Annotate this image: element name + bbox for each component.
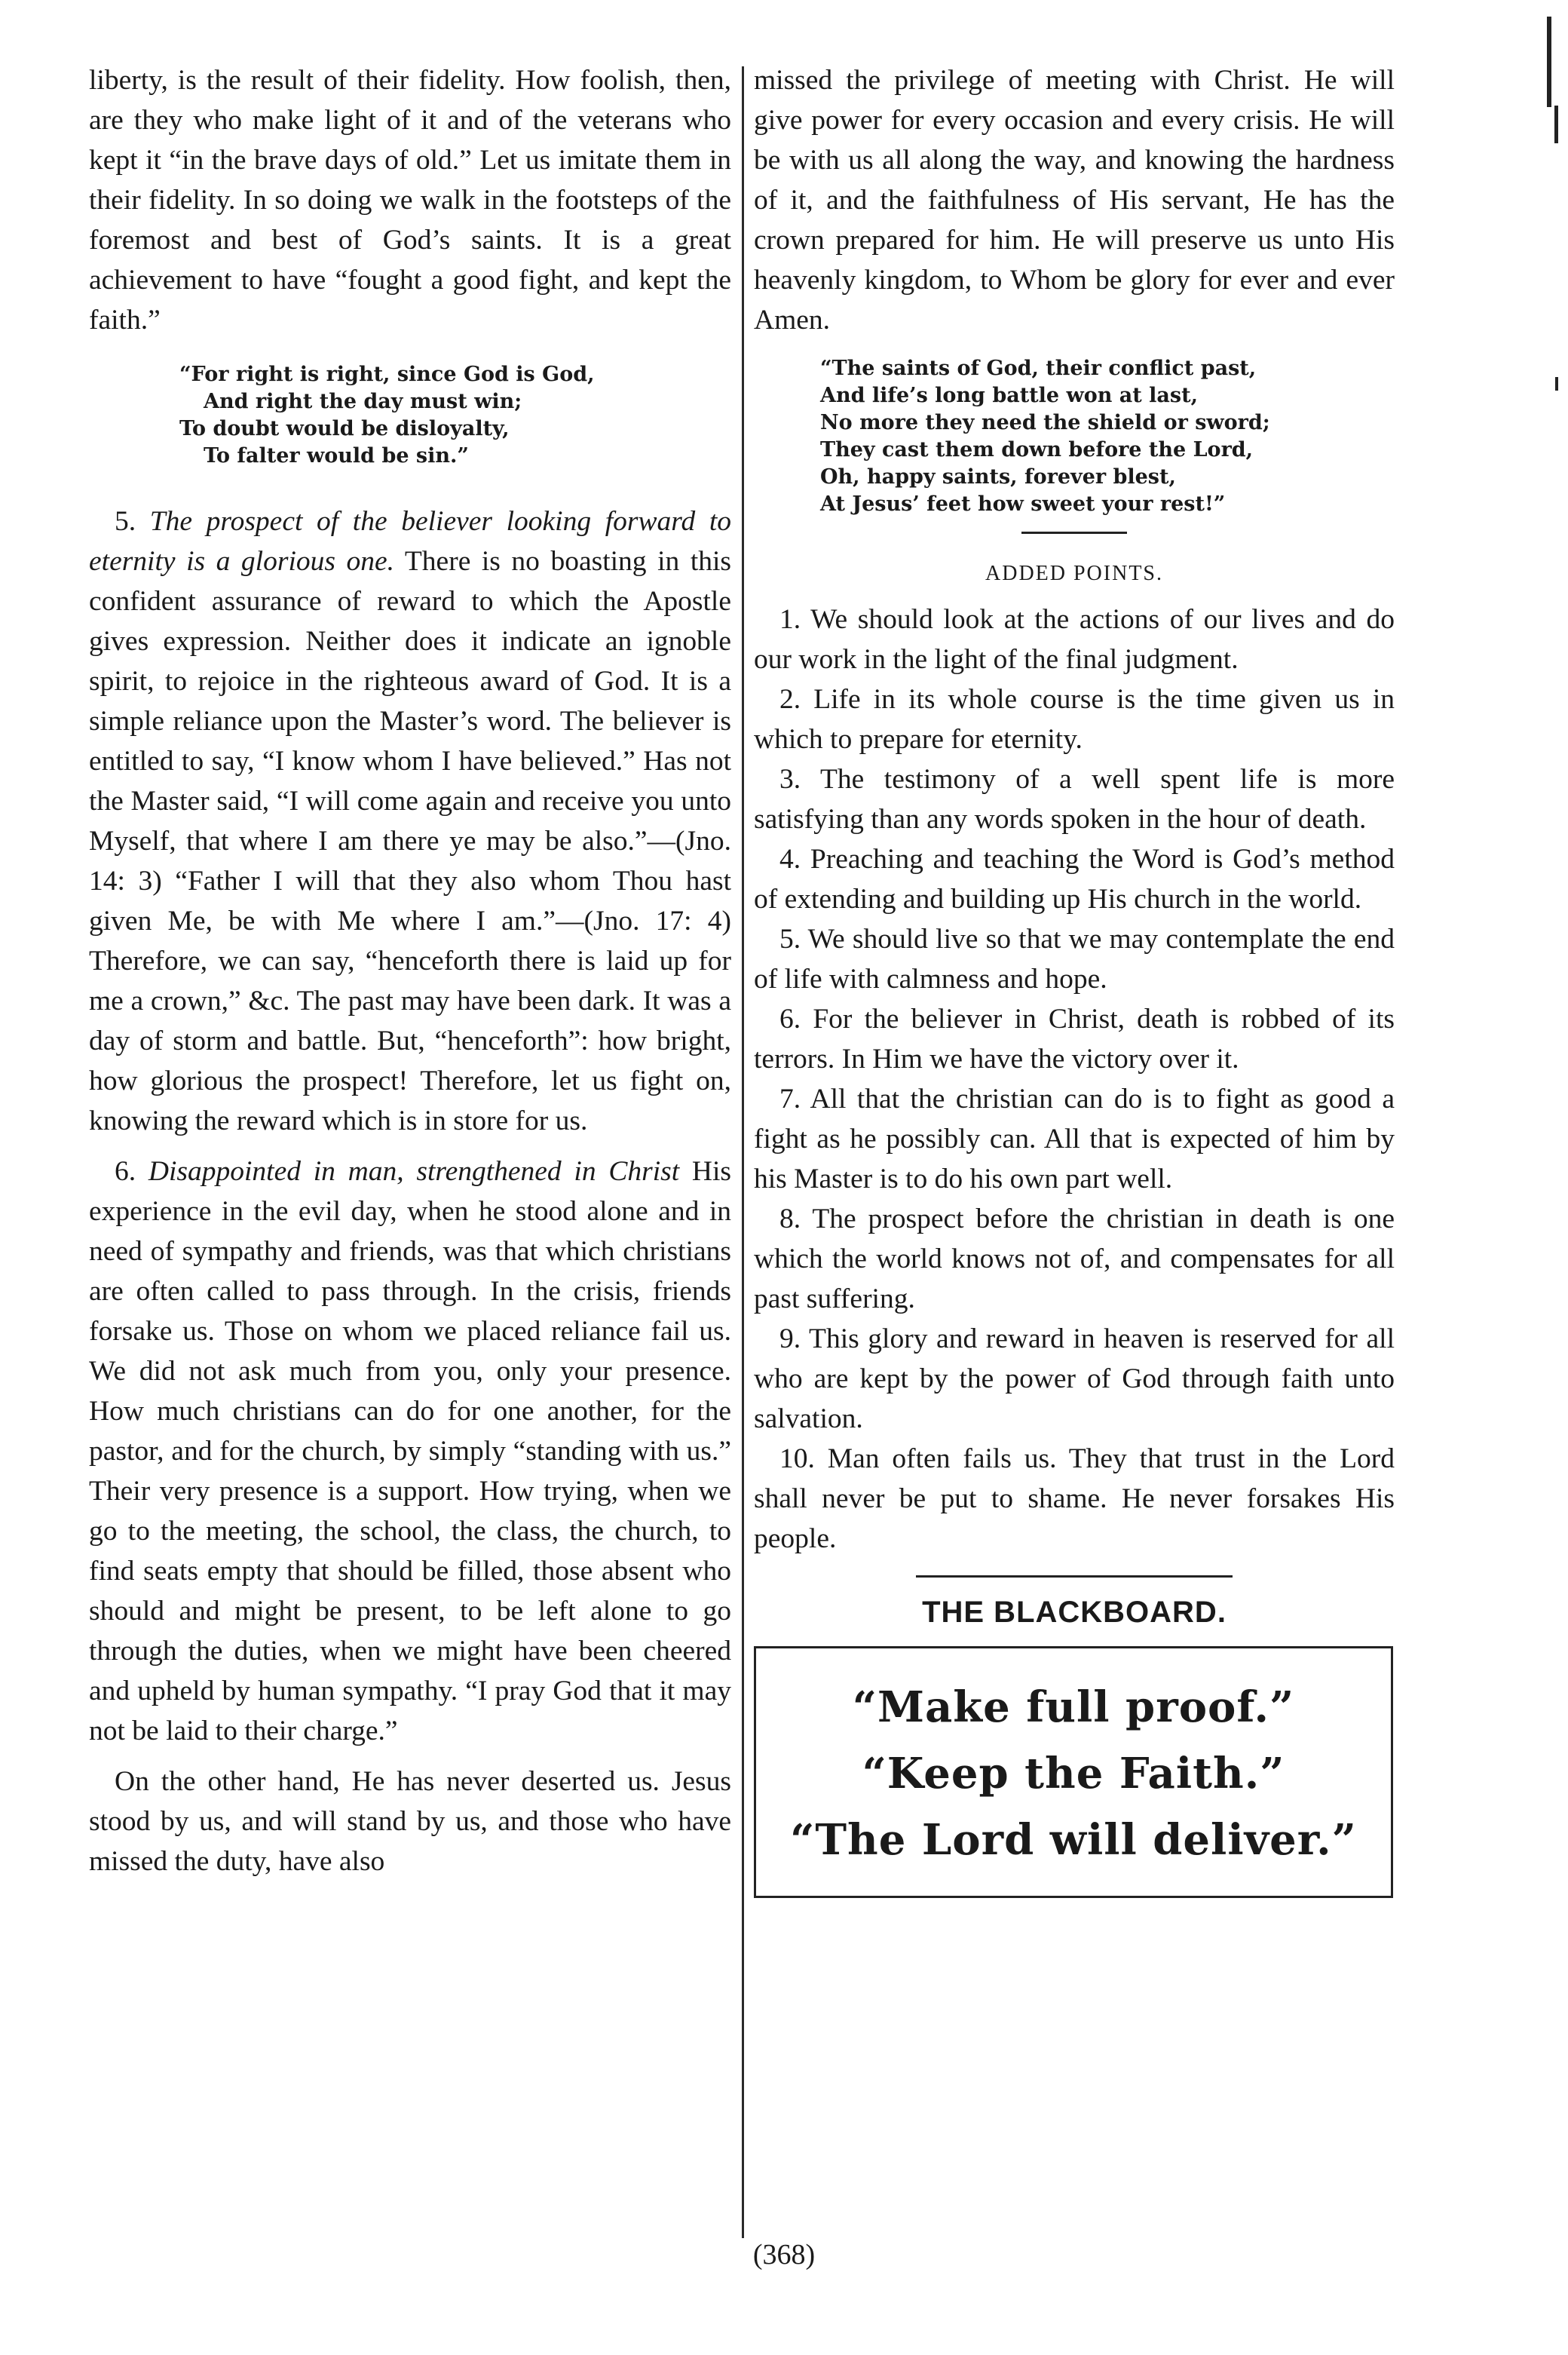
poem-line: “For right is right, since God is God, xyxy=(179,363,595,386)
blackboard-box xyxy=(754,1646,1393,1898)
right-poem xyxy=(754,355,1395,518)
poem-line: “The saints of God, their conflict past, xyxy=(820,357,1257,380)
added-point: 6. For the believer in Christ, death is robbed of its terrors. In Him we have the victory over it. xyxy=(754,1004,1395,1075)
section-5-number: 5. xyxy=(115,506,136,537)
right-column xyxy=(754,60,1395,1898)
added-point: 10. Man often fails us. They that trust in the Lord shall never be put to shame. He never forsakes His people. xyxy=(754,1443,1395,1554)
poem-line: No more they need the shield or sword; xyxy=(820,411,1270,434)
left-column xyxy=(89,60,731,1881)
added-point: 5. We should live so that we may contemplate the end of life with calmness and hope. xyxy=(754,924,1395,995)
scan-mark xyxy=(1547,17,1551,107)
added-point: 4. Preaching and teaching the Word is God’s method of extending and building up His church in the world. xyxy=(754,844,1395,915)
poem-line: To falter would be sin.” xyxy=(204,444,469,468)
right-paragraph-1: missed the privilege of meeting with Christ. He will give power for every occasion and every crisis. He will be with us all along the way, and knowing the hardness of it, and the faithfulness of His servant, He has the crown prepared for him. He will preserve us unto His heavenly kingdom, to Whom be glory for ever and ever Amen. xyxy=(754,65,1395,336)
added-points-heading: ADDED POINTS. xyxy=(985,562,1163,585)
section-divider xyxy=(1021,532,1127,534)
poem-line: At Jesus’ feet how sweet your rest!” xyxy=(820,492,1226,516)
column-divider xyxy=(742,66,744,2238)
left-paragraph-last: On the other hand, He has never deserted us. Jesus stood by us, and will stand by us, and those who have missed the duty, have also xyxy=(89,1766,731,1877)
scan-mark xyxy=(1555,377,1558,391)
left-paragraph-1: liberty, is the result of their fidelity. How foolish, then, are they who make light of it and of the veterans who kept it “in the brave days of old.” Let us imitate them in their fidelity. In so doing we walk in the footsteps of the foremost and best of God’s saints. It is a great achievement to have “fought a good fight, and kept the faith.” xyxy=(89,65,731,336)
blackboard-heading: THE BLACKBOARD. xyxy=(922,1596,1227,1629)
section-6-paragraph xyxy=(89,1151,731,1751)
section-6-body: His experience in the evil day, when he stood alone and in need of sympathy and friends, was that which christians are often called to pass through. In the crisis, friends forsake us. Those on whom we placed reliance fail us. We did not ask much from you, only your presence. How much christians can do for one another, for the pastor, and for the church, by simply “standing with us.” Their very presence is a support. How trying, when we go to the meeting, the school, the class, the church, to find seats empty that should be filled, those absent who should and might be present, to be left alone to go through the duties, when we might have been cheered and upheld by human sympathy. “I pray God that it may not be laid to their charge.” xyxy=(89,1156,732,1746)
left-poem xyxy=(89,361,731,470)
added-point: 8. The prospect before the christian in death is one which the world knows not of, and compensates for all past suffering. xyxy=(754,1204,1395,1314)
blackboard-line: “The Lord will deliver.” xyxy=(790,1815,1357,1865)
added-point: 7. All that the christian can do is to fight as good a fight as he possibly can. All that is expected of him by his Master is to do his own part well. xyxy=(754,1084,1395,1194)
section-6-number: 6. xyxy=(115,1156,136,1187)
page-number: (368) xyxy=(752,2239,816,2271)
poem-line: And life’s long battle won at last, xyxy=(820,384,1198,407)
blackboard-line: “Keep the Faith.” xyxy=(862,1749,1285,1798)
added-point: 9. This glory and reward in heaven is reserved for all who are kept by the power of God through faith unto salvation. xyxy=(754,1323,1395,1434)
section-5-heading: The prospect of the believer looking forward to eternity is a glorious one. xyxy=(89,506,731,577)
section-5-body: There is no boasting in this confident assurance of reward to which the Apostle gives expression. Neither does it indicate an ignoble spirit, to rejoice in the righteous award of God. It is a simple reliance upon the Master’s word. The believer is entitled to say, “I know whom I have believed.” Has not the Master said, “I will come again and receive you unto Myself, that where I am there ye may be also.”—(Jno. 14: 3) “Father I will that they also whom Thou hast given Me, be with Me where I am.”—(Jno. 17: 4) Therefore, we can say, “henceforth there is laid up for me a crown,” &c. The past may have been dark. It was a day of storm and battle. But, “henceforth”: how bright, how glorious the prospect! Therefore, let us fight on, knowing the reward which is in store for us. xyxy=(89,546,731,1136)
added-point: 1. We should look at the actions of our lives and do our work in the light of the final judgment. xyxy=(754,604,1395,675)
blackboard-divider xyxy=(916,1575,1233,1578)
added-point: 3. The testimony of a well spent life is more satisfying than any words spoken in the hour of death. xyxy=(754,764,1395,835)
section-5-paragraph xyxy=(89,501,731,1141)
added-point: 2. Life in its whole course is the time given us in which to prepare for eternity. xyxy=(754,684,1395,755)
scan-mark xyxy=(1554,106,1558,143)
section-6-heading: Disappointed in man, strengthened in Christ xyxy=(148,1156,680,1187)
poem-line: They cast them down before the Lord, xyxy=(820,438,1254,461)
blackboard-line: “Make full proof.” xyxy=(852,1682,1295,1732)
poem-line: And right the day must win; xyxy=(204,390,522,413)
poem-line: To doubt would be disloyalty, xyxy=(179,417,510,440)
poem-line: Oh, happy saints, forever blest, xyxy=(820,465,1176,489)
